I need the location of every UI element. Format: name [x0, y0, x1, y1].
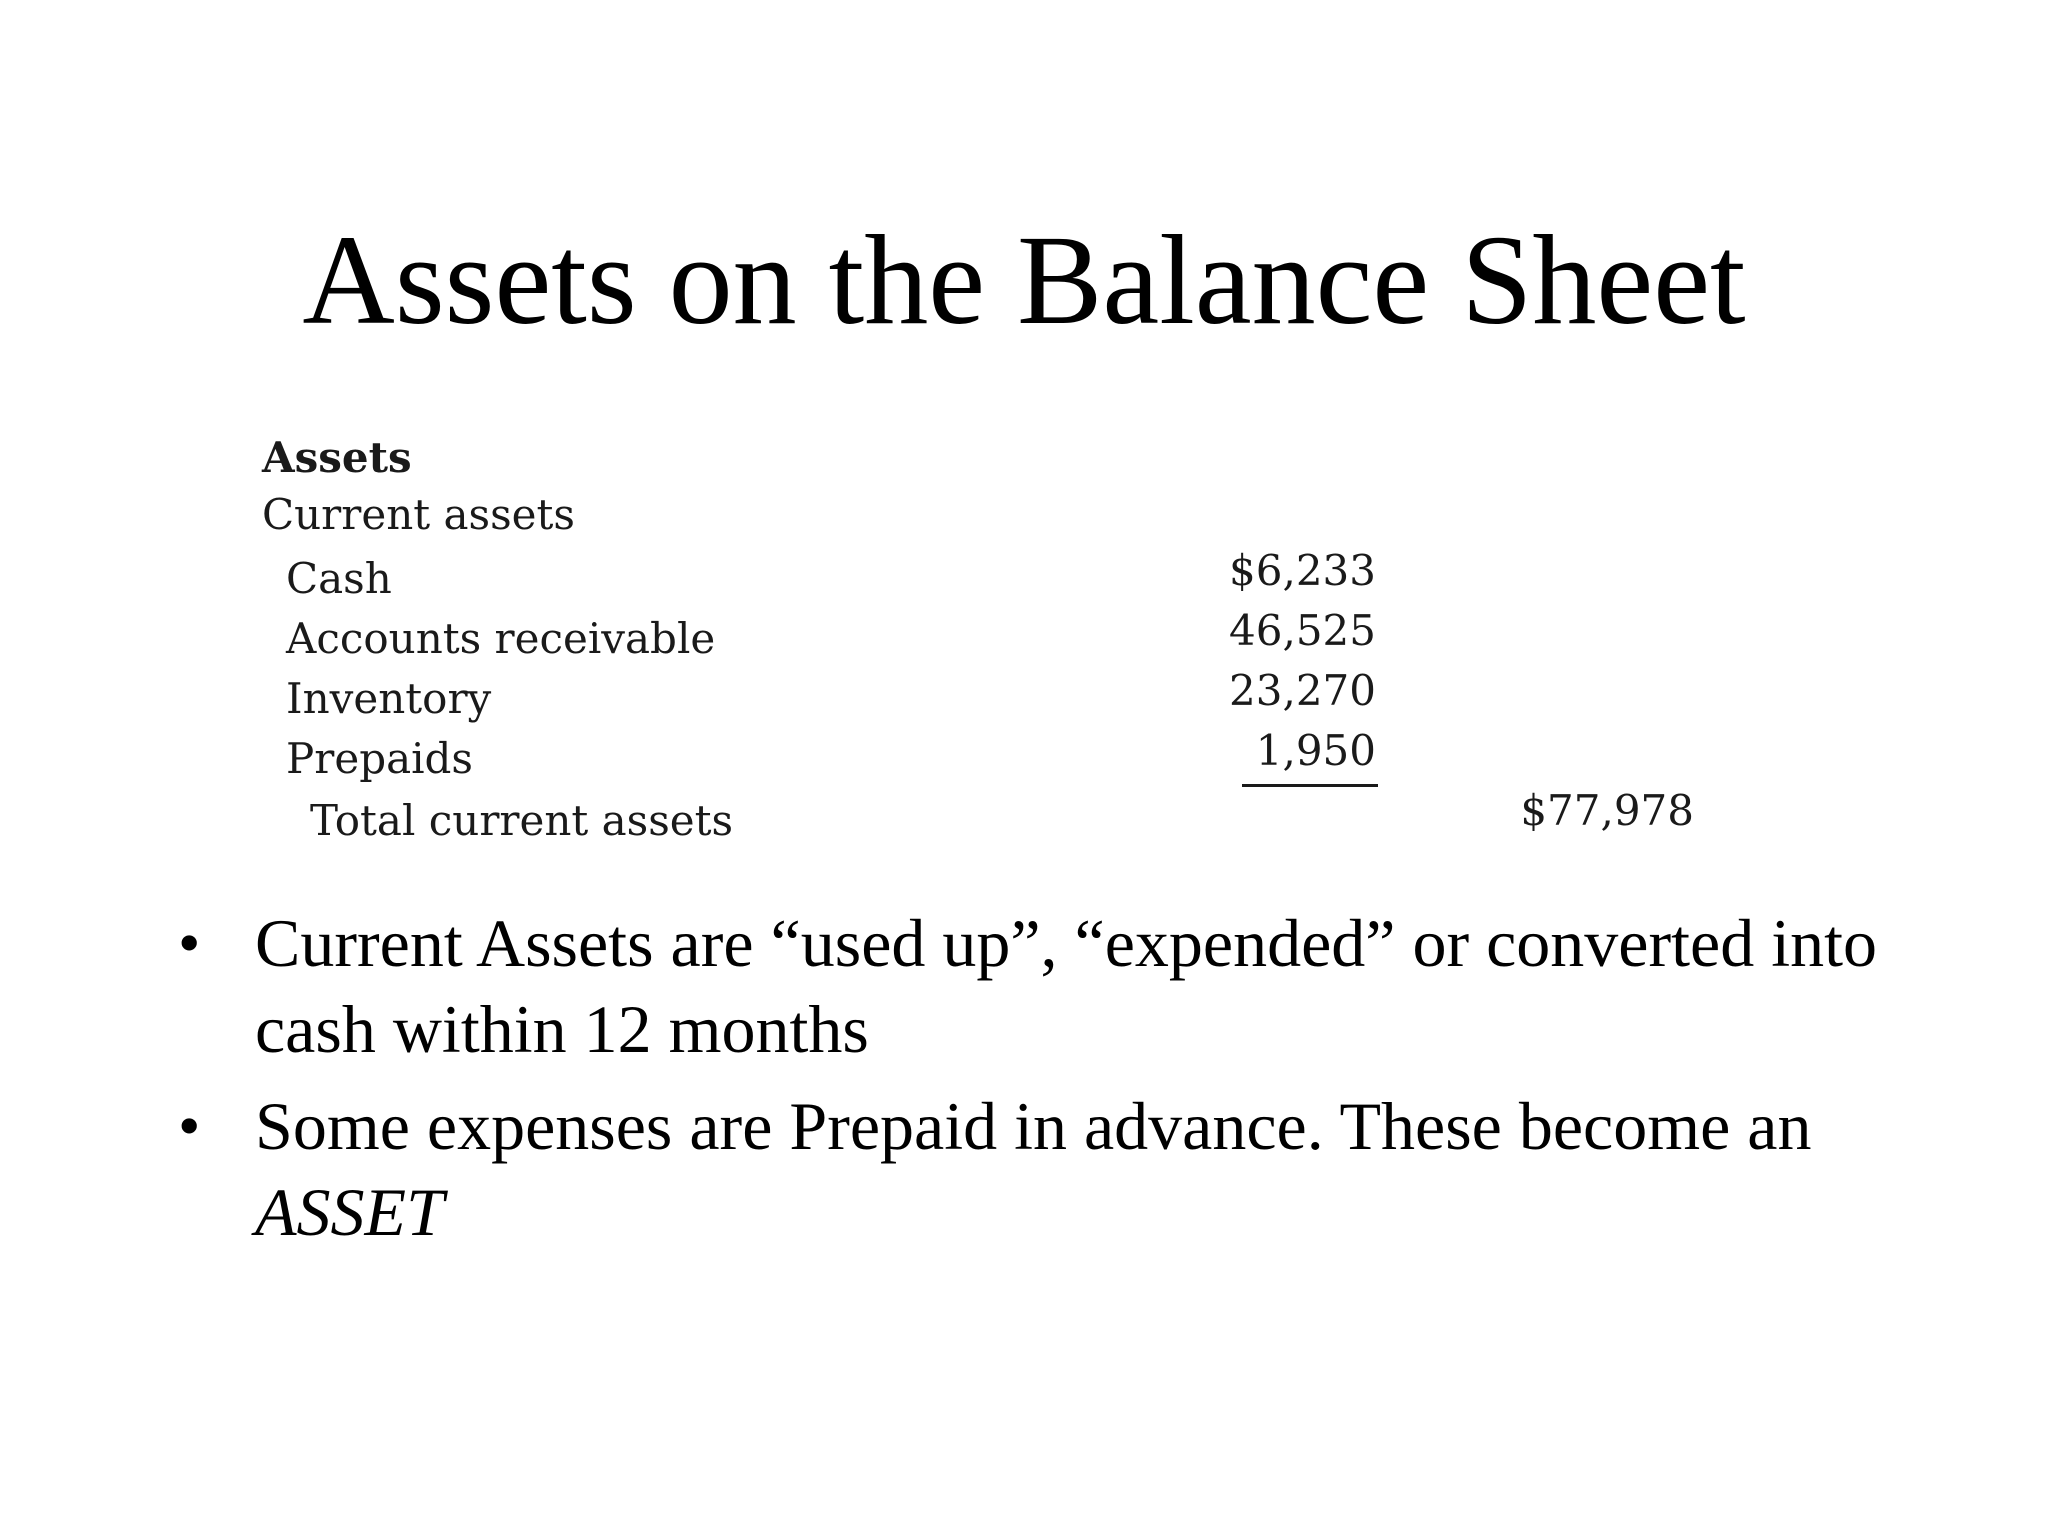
- line-item-amount-accounts-receivable: 46,525: [1229, 606, 1376, 655]
- bullet-text: [255, 1083, 1895, 1255]
- total-label: Total current assets: [310, 796, 734, 845]
- subtotal-underline: [1242, 784, 1378, 787]
- bullet-text-main: Some expenses are Prepaid in advance. These become an: [255, 1088, 1812, 1164]
- total-amount: $77,978: [1520, 786, 1694, 835]
- line-item-label-prepaids: Prepaids: [286, 734, 473, 783]
- line-item-amount-prepaids: 1,950: [1255, 726, 1376, 775]
- bullet-glyph: •: [178, 1090, 201, 1161]
- balance-sheet-section: Current assets: [262, 490, 575, 539]
- line-item-label-inventory: Inventory: [286, 674, 492, 723]
- bullet-text-emphasis: ASSET: [255, 1174, 444, 1250]
- slide-title: Assets on the Balance Sheet: [302, 209, 1746, 351]
- bullet-glyph: •: [178, 907, 201, 978]
- line-item-label-cash: Cash: [286, 554, 392, 603]
- balance-sheet-heading: Assets: [262, 433, 412, 482]
- bullet-text: Current Assets are “used up”, “expended” or converted into cash within 12 months: [255, 905, 1877, 1067]
- line-item-label-accounts-receivable: Accounts receivable: [286, 614, 716, 663]
- line-item-amount-cash: $6,233: [1229, 546, 1376, 595]
- line-item-amount-inventory: 23,270: [1229, 666, 1376, 715]
